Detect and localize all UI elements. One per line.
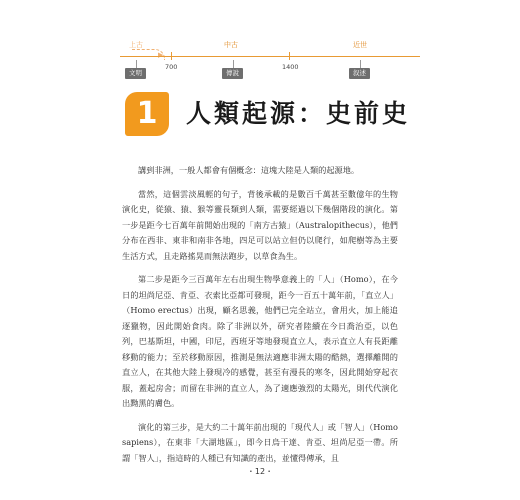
timeline-era-medieval: 中古 [224,41,238,49]
timeline-tick [171,52,172,60]
timeline-era-early-modern: 近世 [353,41,367,49]
arrow-right-icon: ▶ [158,51,164,59]
timeline-label-civilization: 文明 [125,68,146,79]
body-text [122,163,398,474]
timeline-era-ancient: 上古 [129,41,143,49]
timeline-tick [289,52,290,60]
paragraph: 第二步是距今三百萬年左右出現生物學意義上的「人」（Homo），在今日的坦尚尼亞、肯亞、衣索比亞都可發現，距今一百五十萬年前，「直立人」（Homo erectus）出現，顧名思義，他們已完全站立，會用火，加上能追逐獵物，因此開始食肉。除了非洲以外，研究者陸續在今日喬治亞，以色列，巴基斯坦，中國，印尼，西班牙等地發現直立人，表示直立人有長距離移動的能力；至於移動原因，推測是無法適應非洲太陽的酷熱，選擇離開的直立人，在其他大陸上發現冷的感覺，甚至有漫長的寒冬，因此開始穿起衣服，蓋起房舍；而留在非洲的直立人，為了適應強烈的太陽光，則代代演化出黝黑的膚色。 [122,274,398,408]
paragraph: 演化的第三步，是大約二十萬年前出現的「現代人」或「智人」（Homo sapiens），在東非「大湖地區」，即今日烏干達、肯亞、坦尚尼亞一帶。所謂「智人」，指這時的人種已有知識的產出，並懂得傳承，且 [122,421,398,463]
page-number: ・12・ [246,467,274,476]
chapter-number-badge: 1 [125,92,169,136]
timeline-label-legend: 傳說 [222,68,243,79]
paragraph: 講到非洲，一般人都會有個概念：這塊大陸是人類的起源地。 [138,165,360,175]
timeline-axis [120,56,420,57]
timeline-year-1400: 1400 [282,63,299,71]
timeline-label-narrative: 叙述 [349,68,370,79]
timeline-year-700: 700 [165,63,178,71]
paragraph: 當然，這個雲淡風輕的句子，背後承載的是數百千萬甚至數億年的生物演化史，從猿、猿、猴等靈長類到人類，需要經過以下幾個階段的演化。第一步是距今七百萬年前開始出現的「南方古猿」（Australopithecus），他們分布在西非、東非和南非各地，四足可以站立但仍以爬行，如爬樹等為主要生活方式，且走路搖晃而無法跑步，以草食為生。 [122,188,398,261]
timeline [0,0,520,90]
chapter-title: 人類起源：史前史 [186,99,411,128]
